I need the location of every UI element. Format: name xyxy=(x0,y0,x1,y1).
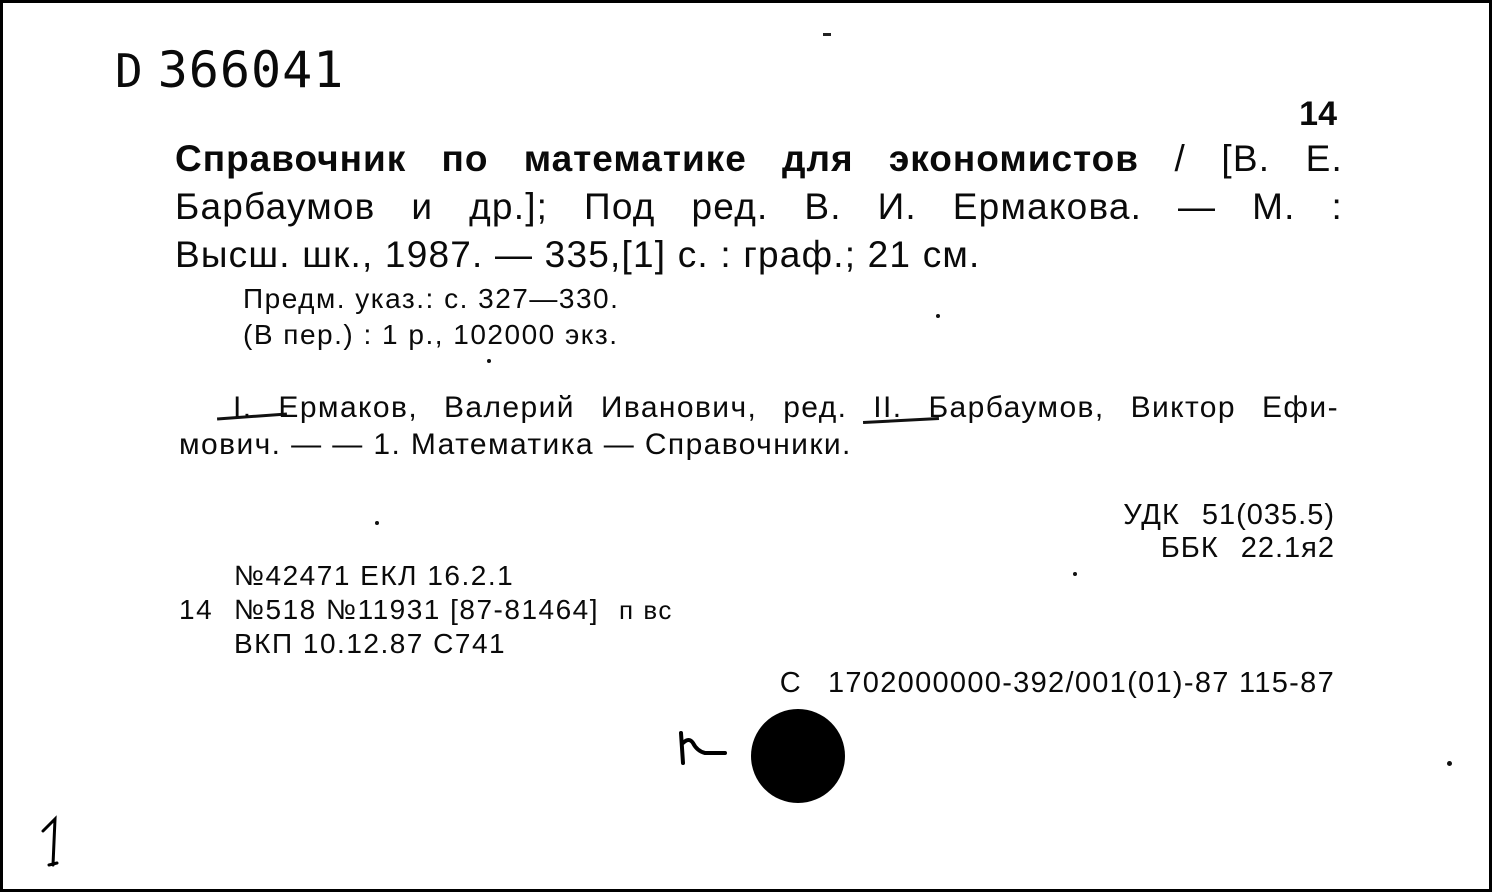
stamp-number xyxy=(115,41,344,99)
tracing-line-1: I. Ермаков, Валерий Иванович, ред. II. Барбаумов, Виктор Ефи- xyxy=(233,391,1339,424)
binding-price-note: (В пер.) : 1 р., 102000 экз. xyxy=(243,319,619,350)
stamp-prefix: D xyxy=(115,44,144,98)
notes-section xyxy=(243,281,619,353)
udk-value: 51(035.5) xyxy=(1201,499,1335,531)
handwritten-one-mark xyxy=(39,815,65,871)
publisher-code-letter: С xyxy=(779,667,802,699)
publisher-code xyxy=(780,667,1335,700)
stamp-handwritten-number: 366041 xyxy=(157,41,345,99)
speck xyxy=(1073,572,1077,576)
bib-line-3: Высш. шк., 1987. — 335,[1] с. : граф.; 21 см. xyxy=(175,234,981,275)
bbk-row xyxy=(1123,532,1335,565)
tracing-line-2: мович. — — 1. Математика — Справочники. xyxy=(179,428,852,461)
acquisition-line-2-suffix: п вс xyxy=(619,595,673,625)
acquisition-line-1: №42471 ЕКЛ 16.2.1 xyxy=(234,560,515,591)
bib-line-1-rest: / [В. Е. xyxy=(1174,138,1344,179)
ink-dash-mark xyxy=(823,33,831,36)
acquisition-info xyxy=(179,559,673,661)
bbk-label: ББК xyxy=(1160,532,1219,564)
bib-line-1 xyxy=(175,135,1343,183)
speck xyxy=(375,521,379,525)
tracings-section xyxy=(179,389,1339,463)
classification-codes xyxy=(1123,499,1335,565)
speck xyxy=(936,314,940,318)
speck xyxy=(487,359,491,363)
udk-label: УДК xyxy=(1123,499,1180,531)
subject-index-note: Предм. указ.: с. 327—330. xyxy=(243,283,620,314)
udk-row xyxy=(1123,499,1335,532)
punched-hole-dot xyxy=(751,709,845,803)
bib-line-2: Барбаумов и др.]; Под ред. В. И. Ермакова. — М. : xyxy=(175,186,1343,227)
publisher-code-value: 1702000000-392/001(01)-87 115-87 xyxy=(827,667,1335,699)
bibliographic-description xyxy=(175,135,1343,279)
acquisition-line-2-prefix: 14 xyxy=(179,594,214,625)
book-title: Справочник по математике для экономистов xyxy=(175,138,1140,179)
speck xyxy=(1447,761,1452,766)
bbk-value: 22.1я2 xyxy=(1240,532,1335,564)
acquisition-line-3: ВКП 10.12.87 С741 xyxy=(234,628,507,659)
acquisition-line-2-text: №518 №11931 [87-81464] xyxy=(234,594,600,625)
handwritten-initial-mark xyxy=(675,729,729,769)
acquisition-line-2 xyxy=(179,593,673,627)
card-number: 14 xyxy=(1299,95,1337,133)
